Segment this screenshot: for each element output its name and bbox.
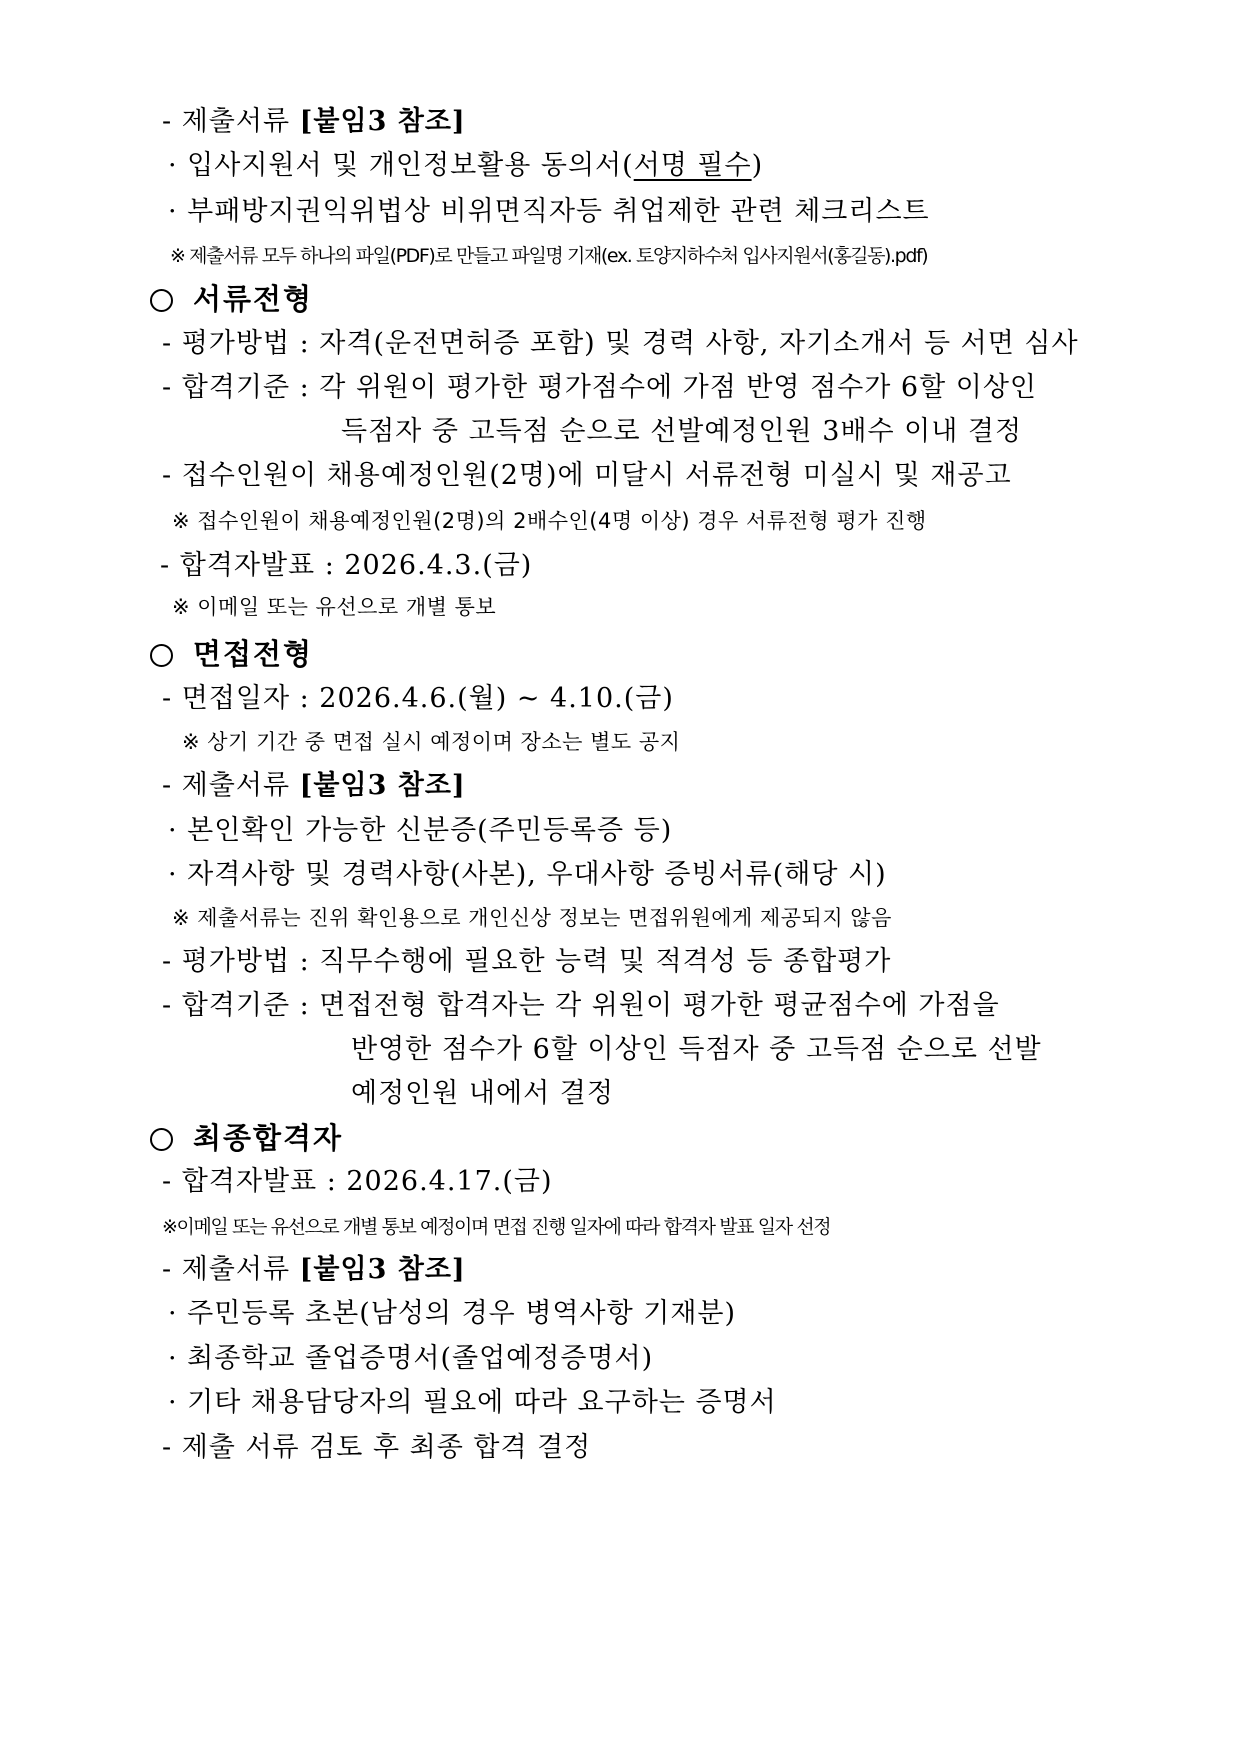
resident-register-item: · 주민등록 초본(남성의 경우 병역사항 기재분): [168, 1298, 737, 1329]
final-notification-note: ※이메일 또는 유선으로 개별 통보 예정이며 면접 진행 일자에 따라 합격자 발표 일자 선정: [162, 1216, 831, 1238]
application-form-text: · 입사지원서 및 개인정보활용 동의서(: [168, 150, 634, 181]
other-certificate-item: · 기타 채용담당자의 필요에 따라 요구하는 증명서: [168, 1387, 777, 1418]
final-decision-line: - 제출 서류 검토 후 최종 합격 결정: [162, 1432, 592, 1463]
section-heading-final-candidates: [150, 1121, 344, 1155]
interview-pass-criteria-end: 예정인원 내에서 결정: [351, 1078, 614, 1109]
required-docs-label: - 제출서류: [162, 1254, 300, 1285]
notification-note: ※ 이메일 또는 유선으로 개별 통보: [172, 595, 497, 619]
attachment-reference: [붙임3 참조]: [299, 770, 466, 801]
required-docs-line: [162, 108, 466, 135]
circle-bullet-icon: [150, 644, 173, 667]
circle-bullet-icon: [150, 289, 173, 312]
graduation-certificate-item: · 최종학교 졸업증명서(졸업예정증명서): [168, 1343, 654, 1374]
section-heading-interview: [150, 637, 314, 671]
section-title: 면접전형: [193, 637, 314, 671]
screening-condition-note: ※ 접수인원이 채용예정인원(2명)의 2배수인(4명 이상) 경우 서류전형 평가 진행: [172, 509, 927, 533]
interview-evaluation-method: - 평가방법 : 직무수행에 필요한 능력 및 적격성 등 종합평가: [162, 946, 892, 977]
pass-criteria-continued: 득점자 중 고득점 순으로 선발예정인원 3배수 이내 결정: [341, 416, 1023, 447]
section-title: 서류전형: [193, 282, 314, 316]
application-form-item: [168, 152, 763, 179]
closing-paren: ): [751, 150, 764, 181]
pass-criteria: - 합격기준 : 각 위원이 평가한 평가점수에 가점 반영 점수가 6할 이상인: [162, 372, 1038, 403]
interview-pass-criteria-continued: 반영한 점수가 6할 이상인 득점자 중 고득점 순으로 선발: [351, 1034, 1042, 1065]
checklist-item: · 부패방지권익위법상 비위면직자등 취업제한 관련 체크리스트: [168, 196, 930, 227]
required-docs-label: - 제출서류: [162, 106, 300, 137]
document-result-announcement: - 합격자발표 : 2026.4.3.(금): [160, 550, 533, 581]
privacy-note: ※ 제출서류는 진위 확인용으로 개인신상 정보는 면접위원에게 제공되지 않음: [172, 906, 892, 930]
re-announcement-rule: - 접수인원이 채용예정인원(2명)에 미달시 서류전형 미실시 및 재공고: [162, 460, 1012, 491]
interview-required-docs-line: [162, 772, 466, 799]
file-submission-note: ※ 제출서류 모두 하나의 파일(PDF)로 만들고 파일명 기재(ex. 토양지하수처 입사지원서(홍길동).pdf): [170, 245, 928, 267]
section-heading-document-screening: [150, 282, 314, 316]
section-title: 최종합격자: [193, 1121, 344, 1155]
interview-pass-criteria: - 합격기준 : 면접전형 합격자는 각 위원이 평가한 평균점수에 가점을: [162, 990, 1000, 1021]
id-card-item: · 본인확인 가능한 신분증(주민등록증 등): [168, 815, 673, 846]
circle-bullet-icon: [150, 1128, 173, 1151]
attachment-reference: [붙임3 참조]: [299, 1254, 466, 1285]
final-required-docs-line: [162, 1256, 466, 1283]
attachment-reference: [붙임3 참조]: [299, 106, 466, 137]
final-result-announcement: - 합격자발표 : 2026.4.17.(금): [162, 1166, 553, 1197]
interview-dates: - 면접일자 : 2026.4.6.(월) ~ 4.10.(금): [162, 683, 674, 714]
qualification-proof-item: · 자격사항 및 경력사항(사본), 우대사항 증빙서류(해당 시): [168, 859, 887, 890]
evaluation-method: - 평가방법 : 자격(운전면허증 포함) 및 경력 사항, 자기소개서 등 서면 심사: [162, 328, 1079, 359]
required-docs-label: - 제출서류: [162, 770, 300, 801]
interview-schedule-note: ※ 상기 기간 중 면접 실시 예정이며 장소는 별도 공지: [182, 730, 681, 754]
signature-required-text: 서명 필수: [633, 150, 752, 181]
